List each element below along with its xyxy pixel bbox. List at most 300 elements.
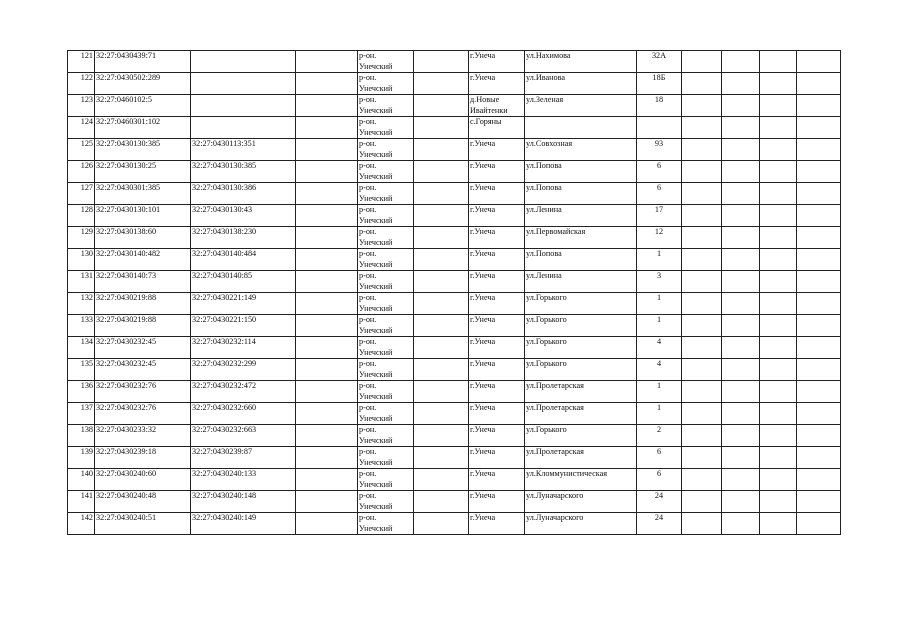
empty-cell [722,73,760,95]
cadastral-number: 32:27:0430140:482 [95,249,191,271]
empty-cell [682,139,722,161]
table-row [68,469,841,491]
empty-cell [797,117,841,139]
locality [469,183,525,205]
empty-cell [797,73,841,95]
related-cadastral-number: 32:27:0430221:150 [191,315,296,337]
row-number: 122 [68,73,95,95]
table-row [68,381,841,403]
district-line: р-он. [359,381,377,390]
related-cadastral-number: 32:27:0430239:87 [191,447,296,469]
empty-cell [722,315,760,337]
empty-cell [296,381,358,403]
district-line: р-он. [359,513,377,522]
district-line: р-он. [359,205,377,214]
related-cadastral-number: 32:27:0430232:660 [191,403,296,425]
empty-cell [760,117,797,139]
cadastral-number: 32:27:0430233:32 [95,425,191,447]
empty-cell [722,381,760,403]
empty-cell [797,513,841,535]
empty-cell [414,403,469,425]
empty-cell [296,337,358,359]
empty-cell [414,95,469,117]
empty-cell [682,51,722,73]
related-cadastral-number: 32:27:0430130:385 [191,161,296,183]
locality [469,293,525,315]
row-number: 141 [68,491,95,513]
table-row [68,139,841,161]
house-number: 3 [637,271,682,293]
district [358,161,414,183]
empty-cell [296,73,358,95]
empty-cell [414,381,469,403]
empty-cell [682,227,722,249]
empty-cell [296,227,358,249]
district-line: Унечский [359,479,393,489]
related-cadastral-number: 32:27:0430232:663 [191,425,296,447]
table-body [68,51,841,535]
empty-cell [760,513,797,535]
district-line: р-он. [359,293,377,302]
district-line: р-он. [359,447,377,456]
empty-cell [414,73,469,95]
street: ул.Совхозная [525,139,637,161]
cadastral-number: 32:27:0430130:385 [95,139,191,161]
empty-cell [722,403,760,425]
row-number: 135 [68,359,95,381]
empty-cell [296,315,358,337]
empty-cell [414,337,469,359]
empty-cell [722,271,760,293]
cadastral-number: 32:27:0430130:101 [95,205,191,227]
empty-cell [797,425,841,447]
empty-cell [722,337,760,359]
empty-cell [414,425,469,447]
empty-cell [682,161,722,183]
locality-line: г.Унеча [470,491,496,500]
empty-cell [722,249,760,271]
empty-cell [296,205,358,227]
locality [469,315,525,337]
related-cadastral-number: 32:27:0430130:43 [191,205,296,227]
related-cadastral-number: 32:27:0430113:351 [191,139,296,161]
empty-cell [760,249,797,271]
empty-cell [414,513,469,535]
empty-cell [682,491,722,513]
table-row [68,425,841,447]
cadastral-number: 32:27:0430240:60 [95,469,191,491]
locality-line: г.Унеча [470,161,496,170]
district [358,513,414,535]
locality-line: д.Новые [470,95,500,104]
empty-cell [682,359,722,381]
empty-cell [722,51,760,73]
street: ул.Первомайская [525,227,637,249]
table-row [68,205,841,227]
house-number: 18Б [637,73,682,95]
empty-cell [682,293,722,315]
row-number: 138 [68,425,95,447]
empty-cell [414,51,469,73]
table-row [68,513,841,535]
row-number: 128 [68,205,95,227]
district-line: Унечский [359,237,393,247]
empty-cell [797,337,841,359]
empty-cell [760,337,797,359]
locality-line: г.Унеча [470,513,496,522]
related-cadastral-number: 32:27:0430240:149 [191,513,296,535]
empty-cell [722,491,760,513]
empty-cell [760,227,797,249]
empty-cell [296,469,358,491]
related-cadastral-number: 32:27:0430232:114 [191,337,296,359]
cadastral-number: 32:27:0460301:102 [95,117,191,139]
empty-cell [682,117,722,139]
locality [469,161,525,183]
locality-line: г.Унеча [470,337,496,346]
cadastral-number: 32:27:0430240:48 [95,491,191,513]
row-number: 133 [68,315,95,337]
related-cadastral-number: 32:27:0430232:299 [191,359,296,381]
empty-cell [722,227,760,249]
empty-cell [414,359,469,381]
empty-cell [797,161,841,183]
empty-cell [296,447,358,469]
table-row [68,293,841,315]
row-number: 142 [68,513,95,535]
row-number: 131 [68,271,95,293]
district-line: р-он. [359,425,377,434]
locality [469,359,525,381]
street: ул.Ленина [525,205,637,227]
street [525,117,637,139]
house-number [637,117,682,139]
empty-cell [760,271,797,293]
house-number: 24 [637,491,682,513]
district-line: р-он. [359,315,377,324]
house-number: 93 [637,139,682,161]
locality-line: г.Унеча [470,447,496,456]
table-row [68,161,841,183]
table-row [68,183,841,205]
related-cadastral-number: 32:27:0430140:85 [191,271,296,293]
related-cadastral-number [191,51,296,73]
street: ул.Иванова [525,73,637,95]
empty-cell [682,315,722,337]
district [358,205,414,227]
locality-line: г.Унеча [470,183,496,192]
empty-cell [682,381,722,403]
empty-cell [797,491,841,513]
locality-line: г.Унеча [470,227,496,236]
district-line: Унечский [359,523,393,533]
locality [469,271,525,293]
related-cadastral-number [191,117,296,139]
empty-cell [682,73,722,95]
cadastral-number: 32:27:0430232:76 [95,381,191,403]
related-cadastral-number [191,95,296,117]
empty-cell [722,139,760,161]
empty-cell [296,51,358,73]
district-line: р-он. [359,183,377,192]
street: ул.Луначарского [525,491,637,513]
empty-cell [296,271,358,293]
locality-line: г.Унеча [470,381,496,390]
row-number: 127 [68,183,95,205]
street: ул.Горького [525,293,637,315]
empty-cell [760,447,797,469]
row-number: 129 [68,227,95,249]
empty-cell [682,447,722,469]
locality-line: с.Горяны [470,117,502,126]
empty-cell [760,403,797,425]
empty-cell [414,205,469,227]
district-line: р-он. [359,51,377,60]
district [358,425,414,447]
empty-cell [682,337,722,359]
house-number: 1 [637,249,682,271]
empty-cell [296,117,358,139]
cadastral-number: 32:27:0430232:45 [95,359,191,381]
row-number: 126 [68,161,95,183]
table-row [68,73,841,95]
empty-cell [414,161,469,183]
empty-cell [414,117,469,139]
empty-cell [797,95,841,117]
locality [469,513,525,535]
empty-cell [760,359,797,381]
empty-cell [760,51,797,73]
table-row [68,95,841,117]
empty-cell [682,271,722,293]
district-line: Унечский [359,105,393,115]
street: ул.Луначарского [525,513,637,535]
locality [469,205,525,227]
locality [469,491,525,513]
locality [469,447,525,469]
row-number: 136 [68,381,95,403]
empty-cell [760,95,797,117]
empty-cell [760,139,797,161]
street: ул.Пролетарская [525,403,637,425]
street: ул.Нахимова [525,51,637,73]
empty-cell [760,469,797,491]
empty-cell [722,469,760,491]
cadastral-number: 32:27:0430219:88 [95,315,191,337]
cadastral-number: 32:27:0430140:73 [95,271,191,293]
cadastral-number: 32:27:0460102:5 [95,95,191,117]
related-cadastral-number: 32:27:0430221:149 [191,293,296,315]
house-number: 6 [637,469,682,491]
cadastral-number: 32:27:0430219:88 [95,293,191,315]
district-line: р-он. [359,249,377,258]
locality-line: г.Унеча [470,315,496,324]
empty-cell [797,51,841,73]
related-cadastral-number: 32:27:0430240:148 [191,491,296,513]
district-line: р-он. [359,271,377,280]
district [358,403,414,425]
street: ул.Зеленая [525,95,637,117]
empty-cell [722,117,760,139]
empty-cell [722,161,760,183]
cadastral-number: 32:27:0430232:45 [95,337,191,359]
district-line: Унечский [359,215,393,225]
empty-cell [797,183,841,205]
empty-cell [414,227,469,249]
related-cadastral-number: 32:27:0430138:230 [191,227,296,249]
empty-cell [797,359,841,381]
empty-cell [760,73,797,95]
district-line: Унечский [359,347,393,357]
empty-cell [722,205,760,227]
district-line: р-он. [359,359,377,368]
district-line: р-он. [359,227,377,236]
related-cadastral-number [191,73,296,95]
empty-cell [682,513,722,535]
district-line: Унечский [359,193,393,203]
street: ул.Попова [525,161,637,183]
house-number: 6 [637,183,682,205]
locality [469,425,525,447]
table-row [68,249,841,271]
empty-cell [760,491,797,513]
street: ул.Пролетарская [525,381,637,403]
district-line: Унечский [359,369,393,379]
locality [469,227,525,249]
district [358,227,414,249]
house-number: 12 [637,227,682,249]
house-number: 1 [637,381,682,403]
empty-cell [760,205,797,227]
row-number: 137 [68,403,95,425]
empty-cell [760,293,797,315]
row-number: 140 [68,469,95,491]
related-cadastral-number: 32:27:0430232:472 [191,381,296,403]
table-row [68,271,841,293]
empty-cell [296,491,358,513]
empty-cell [296,249,358,271]
row-number: 132 [68,293,95,315]
locality-line: г.Унеча [470,51,496,60]
empty-cell [296,161,358,183]
empty-cell [682,183,722,205]
locality-line: г.Унеча [470,425,496,434]
empty-cell [296,403,358,425]
district [358,249,414,271]
locality [469,117,525,139]
house-number: 6 [637,161,682,183]
district [358,117,414,139]
district-line: р-он. [359,117,377,126]
street: ул.Попова [525,183,637,205]
empty-cell [722,95,760,117]
district-line: Унечский [359,501,393,511]
street: ул.Горького [525,359,637,381]
empty-cell [296,513,358,535]
locality-line: г.Унеча [470,139,496,148]
house-number: 18 [637,95,682,117]
empty-cell [296,139,358,161]
district [358,183,414,205]
locality-line: г.Унеча [470,249,496,258]
district-line: Унечский [359,325,393,335]
table-row [68,117,841,139]
row-number: 125 [68,139,95,161]
locality-line: г.Унеча [470,205,496,214]
locality-line: Ивайтенки [470,105,508,115]
house-number: 2 [637,425,682,447]
empty-cell [414,271,469,293]
row-number: 130 [68,249,95,271]
empty-cell [797,447,841,469]
house-number: 24 [637,513,682,535]
empty-cell [296,425,358,447]
district [358,491,414,513]
empty-cell [797,205,841,227]
empty-cell [797,139,841,161]
district-line: Унечский [359,259,393,269]
house-number: 6 [637,447,682,469]
district [358,447,414,469]
street: ул.Кломмунистическая [525,469,637,491]
house-number: 32А [637,51,682,73]
empty-cell [682,95,722,117]
district-line: Унечский [359,281,393,291]
empty-cell [414,249,469,271]
table-row [68,315,841,337]
locality-line: г.Унеча [470,271,496,280]
locality [469,403,525,425]
locality-line: г.Унеча [470,469,496,478]
district [358,381,414,403]
house-number: 1 [637,315,682,337]
district-line: р-он. [359,337,377,346]
locality [469,249,525,271]
empty-cell [414,315,469,337]
district-line: Унечский [359,413,393,423]
empty-cell [797,293,841,315]
empty-cell [797,469,841,491]
house-number: 1 [637,293,682,315]
district-line: Унечский [359,61,393,71]
district-line: Унечский [359,391,393,401]
locality-line: г.Унеча [470,73,496,82]
cadastral-number: 32:27:0430138:60 [95,227,191,249]
table-row [68,403,841,425]
cadastral-number: 32:27:0430240:51 [95,513,191,535]
locality [469,51,525,73]
empty-cell [797,381,841,403]
district-line: р-он. [359,491,377,500]
house-number: 1 [637,403,682,425]
empty-cell [797,227,841,249]
district [358,359,414,381]
house-number: 17 [637,205,682,227]
cadastral-number: 32:27:0430301:385 [95,183,191,205]
district-line: р-он. [359,403,377,412]
locality [469,469,525,491]
district-line: р-он. [359,73,377,82]
district [358,51,414,73]
empty-cell [296,183,358,205]
district-line: Унечский [359,435,393,445]
empty-cell [414,139,469,161]
district [358,73,414,95]
table-row [68,359,841,381]
street: ул.Ленина [525,271,637,293]
empty-cell [722,513,760,535]
locality [469,337,525,359]
